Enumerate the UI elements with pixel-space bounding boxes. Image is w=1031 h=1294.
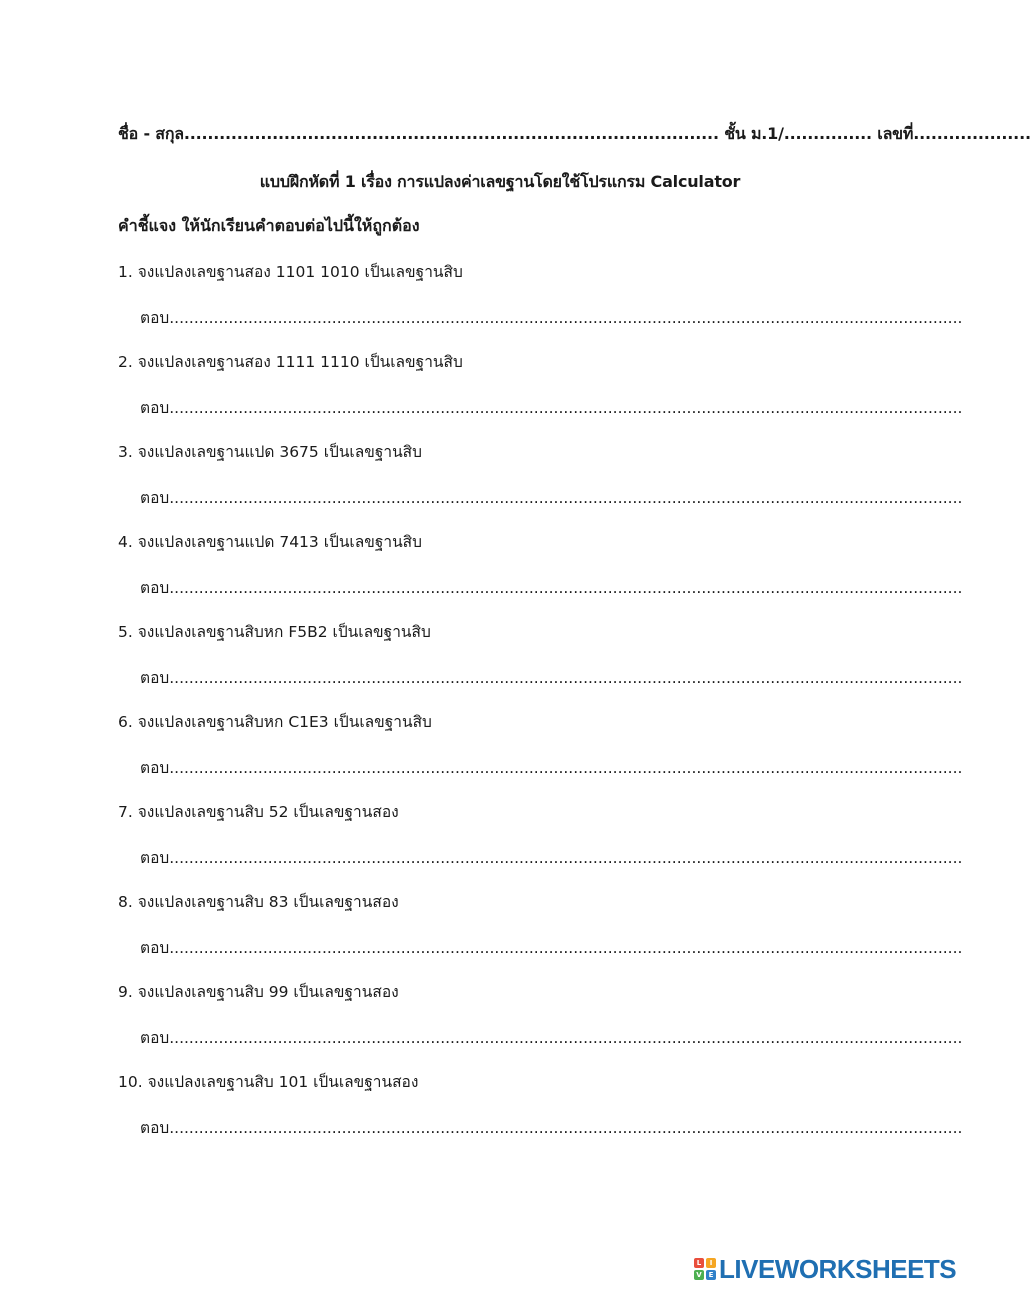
question-10: 10. จงแปลงเลขฐานสิบ 101 เป็นเลขฐานสอง — [118, 1073, 419, 1091]
question-5: 5. จงแปลงเลขฐานสิบหก F5B2 เป็นเลขฐานสิบ — [118, 623, 431, 641]
answer-line-7[interactable]: ตอบ................................................................................................................................................................. — [140, 849, 963, 867]
answer-line-5[interactable]: ตอบ................................................................................................................................................................. — [140, 669, 963, 687]
answer-line-8[interactable]: ตอบ................................................................................................................................................................. — [140, 939, 963, 957]
liveworksheets-logo — [694, 1252, 956, 1286]
student-info-line: ชื่อ - สกุล........................................................................................... ชั้น ม.1/............... เลขที่.................... — [118, 124, 1031, 143]
question-6: 6. จงแปลงเลขฐานสิบหก C1E3 เป็นเลขฐานสิบ — [118, 713, 432, 731]
logo-badge-icon — [694, 1258, 716, 1280]
answer-line-9[interactable]: ตอบ................................................................................................................................................................. — [140, 1029, 963, 1047]
question-1: 1. จงแปลงเลขฐานสอง 1101 1010 เป็นเลขฐานสิบ — [118, 263, 463, 281]
answer-line-3[interactable]: ตอบ................................................................................................................................................................. — [140, 489, 963, 507]
question-4: 4. จงแปลงเลขฐานแปด 7413 เป็นเลขฐานสิบ — [118, 533, 422, 551]
question-3: 3. จงแปลงเลขฐานแปด 3675 เป็นเลขฐานสิบ — [118, 443, 422, 461]
answer-line-1[interactable]: ตอบ................................................................................................................................................................. — [140, 309, 963, 327]
answer-line-10[interactable]: ตอบ................................................................................................................................................................. — [140, 1119, 963, 1137]
answer-line-2[interactable]: ตอบ................................................................................................................................................................. — [140, 399, 963, 417]
question-9: 9. จงแปลงเลขฐานสิบ 99 เป็นเลขฐานสอง — [118, 983, 399, 1001]
answer-line-6[interactable]: ตอบ................................................................................................................................................................. — [140, 759, 963, 777]
instruction-text: คำชี้แจง ให้นักเรียนคำตอบต่อไปนี้ให้ถูกต้อง — [118, 216, 420, 235]
logo-badge-e: E — [706, 1270, 716, 1280]
worksheet-title: แบบฝึกหัดที่ 1 เรื่อง การแปลงค่าเลขฐานโดยใช้โปรแกรม Calculator — [259, 172, 741, 191]
logo-badge-l: L — [694, 1258, 704, 1268]
logo-text: LIVEWORKSHEETS — [719, 1253, 957, 1284]
question-7: 7. จงแปลงเลขฐานสิบ 52 เป็นเลขฐานสอง — [118, 803, 399, 821]
logo-badge-v: V — [694, 1270, 704, 1280]
question-2: 2. จงแปลงเลขฐานสอง 1111 1110 เป็นเลขฐานสิบ — [118, 353, 463, 371]
question-8: 8. จงแปลงเลขฐานสิบ 83 เป็นเลขฐานสอง — [118, 893, 399, 911]
answer-line-4[interactable]: ตอบ................................................................................................................................................................. — [140, 579, 963, 597]
logo-badge-i: I — [706, 1258, 716, 1268]
